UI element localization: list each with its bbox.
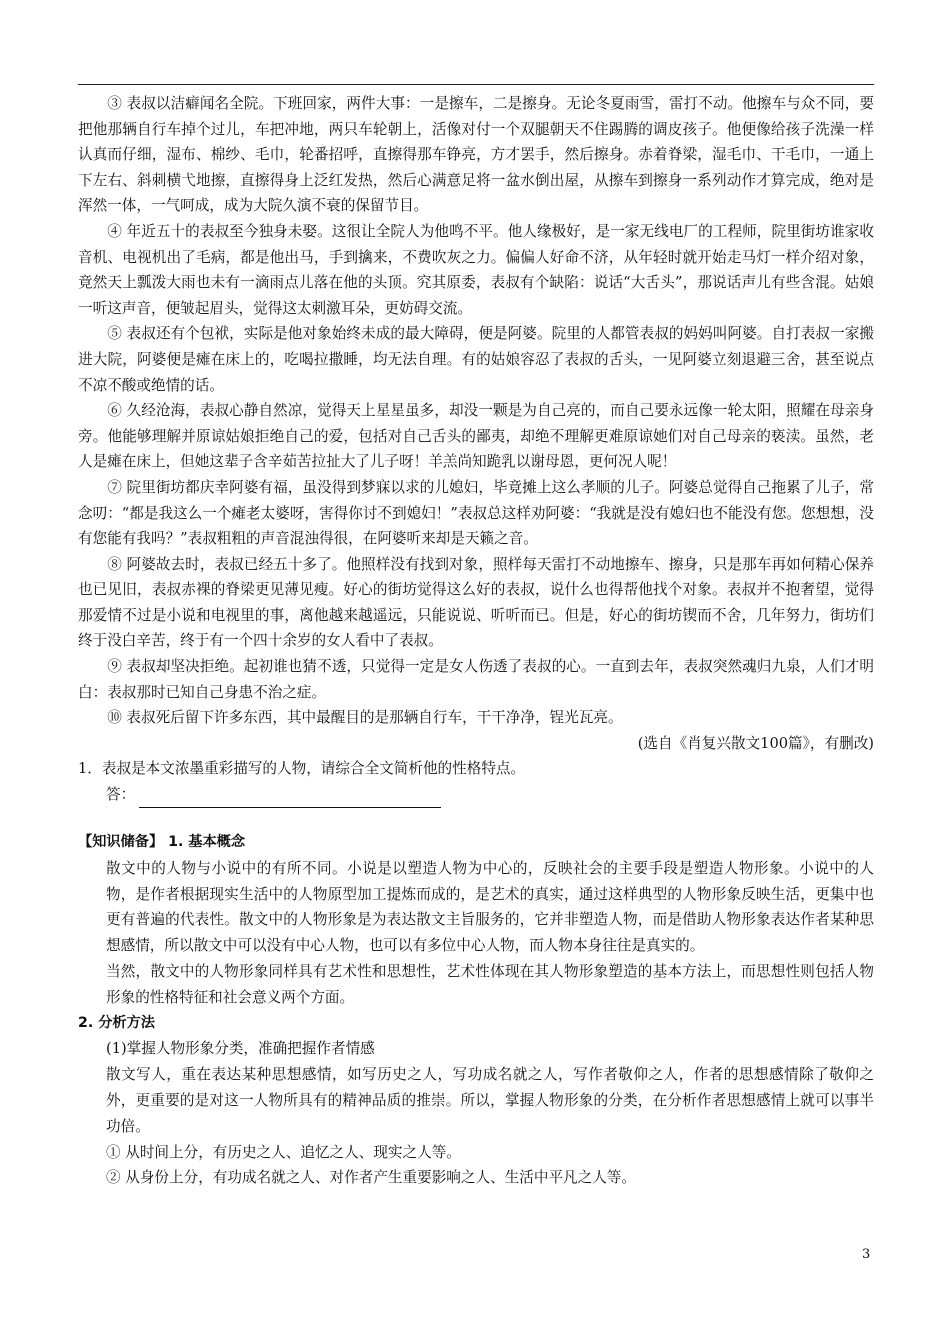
concept-paragraph-2: 当然，散文中的人物形象同样具有艺术性和思想性，艺术性体现在其人物形象塑造的基本方法上，而思想性则包括人物形象的性格特征和社会意义两个方面。	[106, 962, 874, 1006]
top-rule	[78, 84, 874, 85]
question-1: 1．表叔是本文浓墨重彩描写的人物，请综合全文简析他的性格特点。	[78, 760, 526, 778]
paragraph-8: ⑧ 阿婆故去时，表叔已经五十多了。他照样没有找到对象，照样每天雷打不动地擦车、擦身，只是那车再如何精心保养也已见旧，表叔赤裸的脊梁更见薄见瘦。好心的街坊觉得这么好的表叔，说什么也得帮他找个对象。表叔并不抱奢望，觉得那爱情不过是小说和电视里的事，离他越来越遥远，只能说说、听听而已。但是，好心的街坊锲而不舍，几年努力，街坊们终于没白辛苦，终于有一个四十余岁的女人看中了表叔。	[78, 555, 874, 650]
answer-row	[106, 782, 874, 808]
knowledge-heading	[78, 830, 874, 856]
list-item: ② 从身份上分，有功成名就之人、对作者产生重要影响之人、生活中平凡之人等。	[106, 1169, 637, 1187]
paragraph-5: ⑤ 表叔还有个包袱，实际是他对象始终未成的最大障碍，便是阿婆。院里的人都管表叔的妈妈叫阿婆。自打表叔一家搬进大院，阿婆便是瘫在床上的，吃喝拉撒睡，均无法自理。有的姑娘容忍了表叔的舌头，一见阿婆立刻退避三舍，甚至说点不凉不酸或绝情的话。	[78, 325, 874, 394]
knowledge-section	[78, 830, 874, 1191]
article-section	[78, 91, 874, 808]
method-paragraph: 散文写人，重在表达某种思想感情，如写历史之人，写功成名就之人，写作者敬仰之人，作者的思想感情除了敬仰之外，更重要的是对这一人物所具有的精神品质的推崇。所以，掌握人物形象的分类，在分析作者思想感情上就可以事半功倍。	[106, 1066, 874, 1135]
heading-basic-concept: 1. 基本概念	[168, 834, 246, 850]
answer-blank[interactable]	[139, 789, 441, 808]
knowledge-tag: 【知识储备】	[78, 834, 164, 850]
paragraph-4: ④ 年近五十的表叔至今独身未娶。这很让全院人为他鸣不平。他人缘极好，是一家无线电厂的工程师，院里街坊谁家收音机、电视机出了毛病，都是他出马，手到擒来，不费吹灰之力。偏偏人好命不济，从年轻时就开始走马灯一样介绍对象，竟然天上瓢泼大雨也未有一滴雨点儿落在他的头顶。究其原委，表叔有个缺陷：说话“大舌头”，那说话声儿有些含混。姑娘一听这声音，便皱起眉头，觉得这太刺激耳朵，更妨碍交流。	[78, 222, 874, 317]
paragraph-7: ⑦ 院里街坊都庆幸阿婆有福，虽没得到梦寐以求的儿媳妇，毕竟摊上这么孝顺的儿子。阿婆总觉得自己拖累了儿子，常念叨：“都是我这么一个瘫老太婆呀，害得你讨不到媳妇！”表叔总这样劝阿婆：“我就是没有媳妇也不能没有您。您想想，没有您能有我吗？”表叔粗粗的声音混浊得很，在阿婆听来却是天籁之音。	[78, 478, 874, 548]
subheading-1: (1)掌握人物形象分类，准确把握作者情感	[106, 1040, 375, 1058]
answer-label: 答：	[106, 786, 136, 804]
paragraph-6: ⑥ 久经沧海，表叔心静自然凉，觉得天上星星虽多，却没一颗是为自己亮的，而自己要永远像一轮太阳，照耀在母亲身旁。他能够理解并原谅姑娘拒绝自己的爱，包括对自己舌头的鄙夷，却绝不理解更难原谅她们对自己母亲的亵渎。虽然，老人是瘫在床上，但她这辈子含辛茹苦拉扯大了儿子呀！羊羔尚知跪乳以谢母恩，更何况人呢！	[78, 402, 874, 471]
paragraph-3: ③ 表叔以洁癖闻名全院。下班回家，两件大事：一是擦车，二是擦身。无论冬夏雨雪，雷打不动。他擦车与众不同，要把他那辆自行车掉个过儿，车把冲地，两只车轮朝上，活像对付一个双腿朝天不住踢腾的调皮孩子。他便像给孩子洗澡一样认真而仔细，湿布、棉纱、毛巾，轮番招呼，直擦得那车铮亮，方才罢手，然后擦身。赤着脊梁，湿毛巾、干毛巾，一通上下左右、斜刺横弋地擦，直擦得身上泛红发热，然后心满意足将一盆水倒出屋，从擦车到擦身一系列动作才算完成，绝对是浑然一体，一气呵成，成为大院久演不衰的保留节目。	[78, 95, 874, 215]
paragraph-9: ⑨ 表叔却坚决拒绝。起初谁也猜不透，只觉得一定是女人伤透了表叔的心。一直到去年，表叔突然魂归九泉，人们才明白：表叔那时已知自己身患不治之症。	[78, 658, 874, 701]
list-item: ① 从时间上分，有历史之人、追忆之人、现实之人等。	[106, 1143, 461, 1161]
page-number: 3	[862, 1247, 871, 1262]
concept-paragraph-1: 散文中的人物与小说中的有所不同。小说是以塑造人物为中心的，反映社会的主要手段是塑造人物形象。小说中的人物，是作者根据现实生活中的人物原型加工提炼而成的，是艺术的真实，通过这样典型的人物形象反映生活，更集中也更有普遍的代表性。散文中的人物形象是为表达散文主旨服务的，它并非塑造人物，而是借助人物形象表达作者某种思想感情，所以散文中可以没有中心人物，也可以有多位中心人物，而人物本身往往是真实的。	[106, 859, 874, 955]
heading-analysis-method: 2. 分析方法	[78, 1014, 155, 1031]
source-citation: (选自《肖复兴散文100篇》，有删改)	[637, 734, 874, 752]
paragraph-10: ⑩ 表叔死后留下许多东西，其中最醒目的是那辆自行车，干干净净，锃光瓦亮。	[107, 709, 623, 727]
